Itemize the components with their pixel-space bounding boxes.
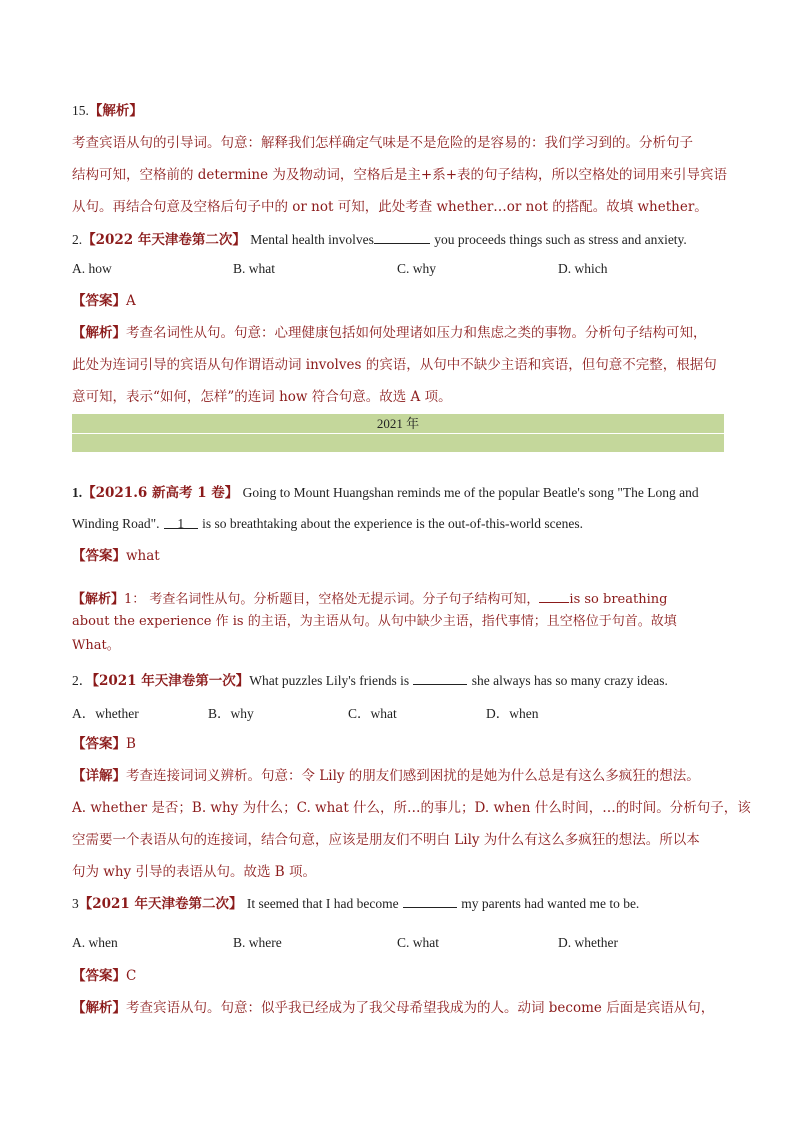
q2021-1-analysis-line-3: What。 xyxy=(72,638,120,653)
answer-blank: 1 xyxy=(164,514,198,529)
analysis-text: 1： 考查名词性从句。分析题目，空格处无提示词。分子句子结构可知， xyxy=(124,592,540,607)
q2022-2-analysis-line-3: 意可知，表示“如何，怎样”的连词 how 符合句意。故选 A 项。 xyxy=(72,389,452,405)
q2022-2-analysis-line-2: 此处为连词引导的宾语从句作谓语动词 involves 的宾语，从句中不缺少主语和宾语，但句意不完整，根据句 xyxy=(72,357,717,373)
q2021-2-analysis-line-3: 空需要一个表语从句的连接词，结合句意，应该是朋友们不明白 Lily 为什么有这么多疯狂的想法。所以本 xyxy=(72,832,700,848)
option-b: B．why xyxy=(208,706,254,721)
q2021-2-analysis-line-4: 句为 why 引导的表语从句。故选 B 项。 xyxy=(72,864,316,880)
q2021-3-stem xyxy=(72,893,639,914)
question-number: 2. xyxy=(72,232,83,247)
answer-tag: 【答案】 xyxy=(72,968,126,984)
option-b: B. where xyxy=(233,935,282,950)
stem-text: my parents had wanted me to be. xyxy=(461,896,640,911)
option-c: C. why xyxy=(397,261,437,276)
option-c: C. what xyxy=(397,935,439,950)
answer-tag: 【答案】 xyxy=(72,548,126,564)
analysis-tag: 【解析】 xyxy=(72,325,126,341)
question-number: 2． xyxy=(72,673,93,688)
q15-analysis-line-1: 考查宾语从句的引导词。句意：解释我们怎样确定气味是不是危险的是容易的：我们学习到的。分析句子 xyxy=(72,135,693,151)
answer-value: what xyxy=(126,548,160,564)
stem-text: It seemed that I had become xyxy=(246,896,399,911)
option-d: D．when xyxy=(486,706,539,721)
q2022-2-stem xyxy=(72,229,687,250)
analysis-tag: 【详解】 xyxy=(72,768,126,784)
option-d: D. whether xyxy=(558,935,618,950)
analysis-tag: 【解析】 xyxy=(88,103,143,119)
q2021-1-stem-line-1 xyxy=(72,483,699,503)
q15-heading xyxy=(72,101,143,121)
question-number: 3 xyxy=(72,896,79,911)
q2021-3-analysis-line-1 xyxy=(72,998,714,1018)
answer-tag: 【答案】 xyxy=(72,293,126,309)
stem-text: Going to Mount Huangshan reminds me of the popular Beatle's song "The Long and xyxy=(242,485,699,500)
q15-analysis-line-2: 结构可知，空格前的 determine 为及物动词，空格后是主+系+表的句子结构，所以空格处的词用来引导宾语 xyxy=(72,167,728,183)
question-source: 【2022 年天津卷第二次】 xyxy=(82,232,246,248)
analysis-text: 考查宾语从句。句意：似乎我已经成为了我父母希望我成为的人。动词 become 后面是宾语从句， xyxy=(126,1000,715,1016)
analysis-tag: 【解析】 xyxy=(72,592,125,607)
q2021-1-analysis-line-1 xyxy=(72,588,667,610)
stem-text: Mental health involves xyxy=(250,232,374,247)
answer-tag: 【答案】 xyxy=(72,736,126,752)
q2021-3-answer xyxy=(72,966,136,986)
analysis-text: 考查名词性从句。句意：心理健康包括如何处理诸如压力和焦虑之类的事物。分析句子结构可知， xyxy=(126,325,707,341)
year-section-band xyxy=(72,414,724,452)
analysis-tag: 【解析】 xyxy=(72,1000,126,1016)
question-number: 15. xyxy=(72,103,89,118)
question-source: 【2021 年天津卷第二次】 xyxy=(78,896,243,912)
q2022-2-analysis-line-1 xyxy=(72,323,707,343)
answer-value: C xyxy=(126,968,137,984)
q2021-2-answer xyxy=(72,734,136,754)
option-c: C．what xyxy=(348,706,397,721)
stem-text: What puzzles Lily's friends is xyxy=(249,673,410,688)
stem-text: Winding Road". xyxy=(72,516,160,531)
q2021-1-answer xyxy=(72,546,160,566)
answer-value: A xyxy=(126,293,136,309)
year-label: 2021 年 xyxy=(376,416,420,431)
option-b: B. what xyxy=(233,261,275,276)
q2021-1-stem-line-2 xyxy=(72,514,583,534)
q2021-1-analysis-line-2: about the experience 作 is 的主语，为主语从句。从句中缺少主语，指代事情；且空格位于句首。故填 xyxy=(72,614,677,629)
question-number: 1. xyxy=(72,485,83,500)
q2021-2-stem xyxy=(72,670,668,691)
answer-blank xyxy=(539,588,569,603)
option-a: A．whether xyxy=(72,706,139,721)
option-d: D. which xyxy=(558,261,608,276)
q15-analysis-line-3: 从句。再结合句意及空格后句子中的 or not 可知，此处考查 whether…or not 的搭配。故填 whether。 xyxy=(72,199,708,215)
question-source: 【2021.6 新高考 1 卷】 xyxy=(82,485,239,501)
stem-text: is so breathtaking about the experience is the out-of-this-world scenes. xyxy=(202,516,583,531)
analysis-text: 考查连接词词义辨析。句意：令 Lily 的朋友们感到困扰的是她为什么总是有这么多疯狂的想法。 xyxy=(126,768,700,784)
q2021-2-analysis-line-2: A. whether 是否；B. why 为什么；C. what 什么，所…的事儿；D. when 什么时间，…的时间。分析句子，该 xyxy=(72,800,751,816)
analysis-text: is so breathing xyxy=(569,592,668,607)
option-a: A. when xyxy=(72,935,118,950)
answer-blank xyxy=(374,229,430,244)
answer-blank xyxy=(403,893,457,908)
stem-text: she always has so many crazy ideas. xyxy=(471,673,668,688)
band-divider xyxy=(72,433,724,434)
q2021-2-analysis-line-1 xyxy=(72,766,700,786)
answer-blank xyxy=(413,670,467,685)
stem-text: you proceeds things such as stress and anxiety. xyxy=(434,232,687,247)
answer-value: B xyxy=(126,736,136,752)
q2022-2-answer xyxy=(72,291,136,311)
question-source: 【2021 年天津卷第一次】 xyxy=(92,673,250,689)
option-a: A. how xyxy=(72,261,112,276)
